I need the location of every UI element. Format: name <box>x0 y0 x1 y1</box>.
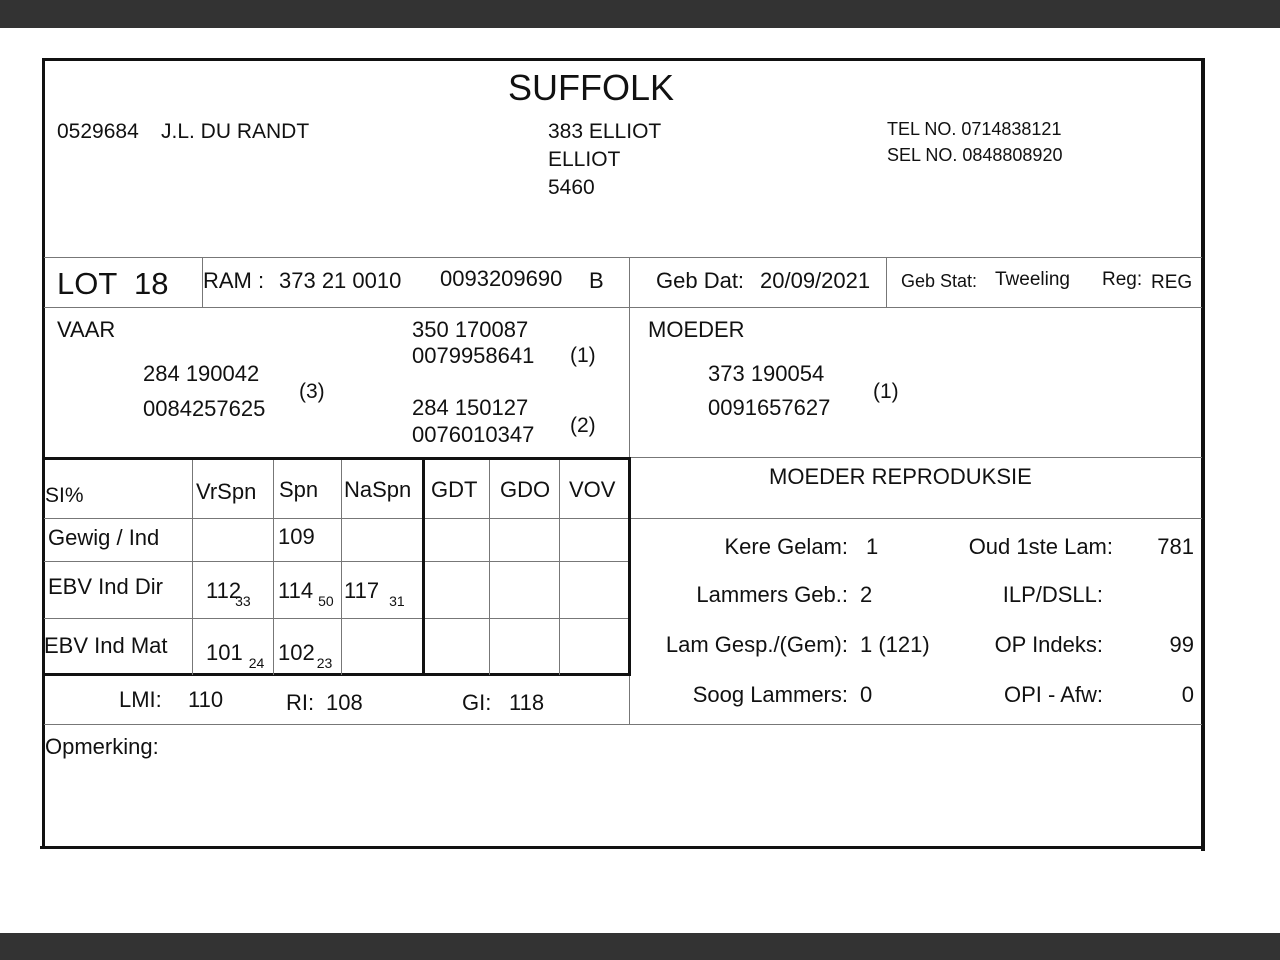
lot-row-bottom-line <box>44 307 1202 308</box>
bottom-border-bar <box>0 933 1280 960</box>
si-cell-naspn <box>344 578 405 609</box>
repro-right-value: 99 <box>1169 632 1194 657</box>
si-header-gdo: GDO <box>500 477 551 502</box>
ri-label: RI: <box>286 690 315 715</box>
si-cell-value: 102 <box>278 640 315 665</box>
si-header-vrspn: VrSpn <box>196 479 257 504</box>
geb-stat-value: Tweeling <box>995 269 1070 290</box>
si-cell-accuracy: 33 <box>235 593 251 609</box>
si-header-line <box>44 518 631 519</box>
si-cell-value: 114 <box>278 578 314 603</box>
repro-left-value: 1 (121) <box>860 632 930 657</box>
si-header-gdt: GDT <box>431 477 478 502</box>
repro-right-value: 781 <box>1157 534 1194 559</box>
sire-note: (3) <box>299 380 325 403</box>
owner-address-3: 5460 <box>548 176 595 199</box>
frame-bottom <box>40 846 1201 849</box>
si-row-label: EBV Ind Dir <box>48 574 163 599</box>
si-row2-line <box>44 618 631 619</box>
repro-left-value: 1 <box>866 534 879 559</box>
top-border-bar <box>0 0 1280 28</box>
moeder-label: MOEDER <box>648 317 745 342</box>
reg-value: REG <box>1151 272 1193 293</box>
repro-left-label: Soog Lammers: <box>692 682 848 707</box>
si-col-line-1 <box>192 460 193 675</box>
dam-note: (1) <box>873 380 899 403</box>
si-header-si: SI% <box>45 484 84 507</box>
gi-value: 118 <box>509 690 545 715</box>
ram-id: 373 21 0010 <box>279 268 402 293</box>
si-col-line-5 <box>489 460 490 675</box>
repro-top-line <box>631 457 1202 458</box>
repro-title: MOEDER REPRODUKSIE <box>769 464 1032 489</box>
sire-reg: 0084257625 <box>143 396 266 421</box>
si-table-bottom-line <box>44 673 631 676</box>
grandsire1-id: 350 170087 <box>412 317 529 342</box>
repro-right-value: 0 <box>1181 682 1194 707</box>
repro-left-label: Lam Gesp./(Gem): <box>665 632 848 657</box>
grandsire1-note: (1) <box>570 344 596 367</box>
si-cell-spn: 109 <box>278 524 315 549</box>
repro-left-value: 0 <box>860 682 873 707</box>
owner-address-1: 383 ELLIOT <box>548 120 662 143</box>
si-cell-accuracy: 23 <box>316 655 333 671</box>
indices-bottom-line <box>44 724 1202 725</box>
reg-label: Reg: <box>1102 269 1143 290</box>
vaar-label: VAAR <box>57 317 116 342</box>
grandsire1-reg: 0079958641 <box>412 343 535 368</box>
si-cell-value: 101 <box>206 640 243 665</box>
si-cell-accuracy: 31 <box>389 593 405 609</box>
ram-reg: 0093209690 <box>440 266 563 291</box>
geb-stat-label: Geb Stat: <box>901 271 978 291</box>
geb-stat-divider <box>886 258 887 307</box>
si-header-naspn: NaSpn <box>344 477 412 502</box>
frame-top <box>42 58 1204 61</box>
grandsire2-reg: 0076010347 <box>412 422 535 447</box>
owner-tel: TEL NO. 0714838121 <box>887 119 1062 139</box>
si-row1-line <box>44 561 631 562</box>
si-table-top-line <box>44 457 631 460</box>
owner-address-2: ELLIOT <box>548 148 621 171</box>
lmi-label: LMI: <box>119 687 162 712</box>
si-cell-value: 117 <box>344 578 380 603</box>
si-col-line-4 <box>422 458 425 675</box>
si-cell-spn <box>278 640 333 671</box>
dam-reg: 0091657627 <box>708 395 831 420</box>
owner-sel: SEL NO. 0848808920 <box>887 145 1063 165</box>
si-cell-vrspn <box>206 640 265 671</box>
si-cell-vrspn <box>206 578 251 609</box>
repro-right-label: OPI - Afw: <box>1003 682 1103 707</box>
si-header-spn: Spn <box>279 477 319 502</box>
geb-dat-value: 20/09/2021 <box>760 268 871 293</box>
repro-right-label: Oud 1ste Lam: <box>968 534 1113 559</box>
si-header-vov: VOV <box>569 477 616 502</box>
lot-label: LOT <box>57 266 118 301</box>
ram-label: RAM : <box>203 268 265 293</box>
repro-left-value: 2 <box>860 582 873 607</box>
ri-value: 108 <box>326 690 363 715</box>
repro-right-label: ILP/DSLL: <box>1002 582 1103 607</box>
frame-right <box>1201 58 1205 851</box>
si-cell-spn <box>278 578 334 609</box>
si-col-line-2 <box>273 460 274 675</box>
ram-class: B <box>589 268 604 293</box>
si-row-label: EBV Ind Mat <box>44 633 168 658</box>
si-cell-accuracy: 50 <box>318 593 334 609</box>
si-col-line-6 <box>559 460 560 675</box>
breed-title: SUFFOLK <box>508 67 675 108</box>
gi-label: GI: <box>462 690 492 715</box>
si-cell-value: 112 <box>206 578 242 603</box>
repro-left-label: Lammers Geb.: <box>696 582 848 607</box>
repro-right-label: OP Indeks: <box>994 632 1103 657</box>
si-col-line-3 <box>341 460 342 675</box>
grandsire2-id: 284 150127 <box>412 395 529 420</box>
sire-id: 284 190042 <box>143 361 260 386</box>
grandsire2-note: (2) <box>570 414 596 437</box>
dam-id: 373 190054 <box>708 361 825 386</box>
repro-left-label: Kere Gelam: <box>724 534 848 559</box>
owner-name: J.L. DU RANDT <box>161 120 310 143</box>
lmi-value: 110 <box>188 687 224 712</box>
frame-left <box>42 58 45 849</box>
si-cell-accuracy: 24 <box>248 655 265 671</box>
si-row-label: Gewig / Ind <box>48 525 160 550</box>
si-col-line-7 <box>628 458 631 675</box>
lot-row-top-line <box>44 257 1202 258</box>
owner-id: 0529684 <box>57 120 139 143</box>
geb-dat-label: Geb Dat: <box>656 268 745 293</box>
opmerking-label: Opmerking: <box>45 734 159 759</box>
lot-number: 18 <box>134 266 169 301</box>
repro-header-line <box>631 518 1202 519</box>
